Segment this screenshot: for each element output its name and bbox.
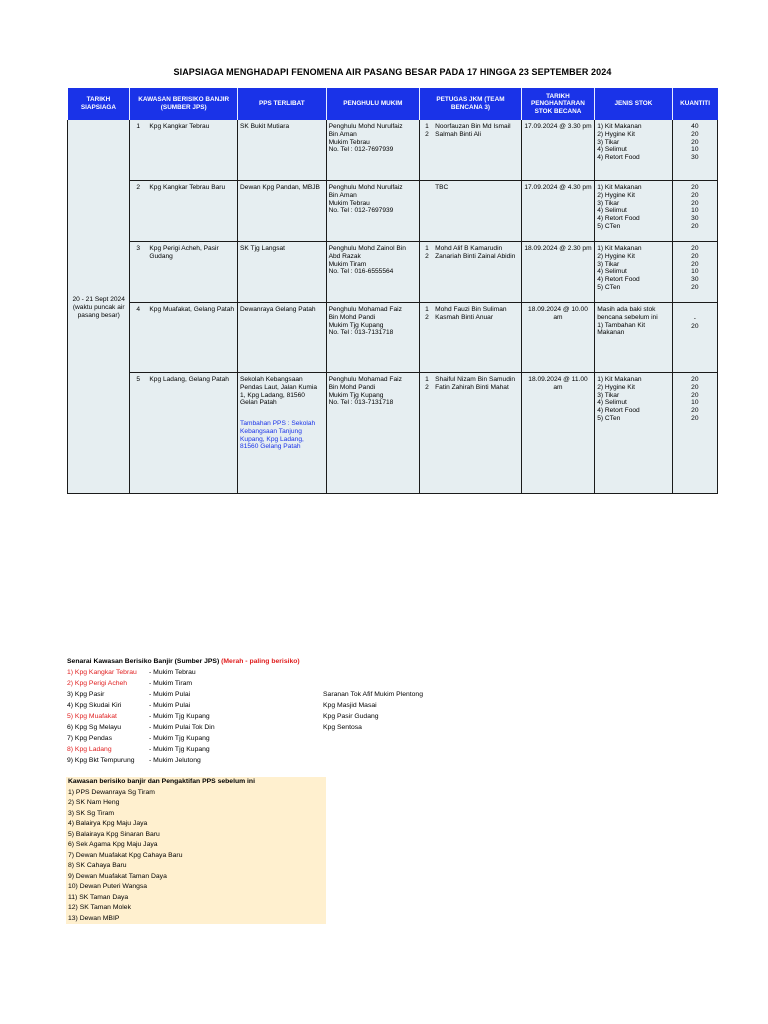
- risk-mukim: - Mukim Tjg Kupang: [149, 735, 210, 742]
- shelter-item: 3) SK Sg Tiram: [68, 809, 115, 817]
- kuantiti-value: 20: [691, 322, 699, 330]
- table-row: [68, 303, 718, 373]
- stok-item: 1) Kit Makanan: [597, 376, 642, 383]
- risk-item: [67, 722, 487, 733]
- risk-kampung: 9) Kpg Bkt Tempurung: [67, 757, 135, 764]
- stok-item: 4) Selimut: [597, 268, 627, 276]
- petugas-name: TBC: [435, 184, 449, 191]
- kuantiti-value: 10: [691, 399, 699, 407]
- stok-cell: [595, 303, 672, 373]
- petugas-entry: [422, 184, 519, 192]
- petugas-name: Kasmah Binti Anuar: [435, 313, 494, 321]
- petugas-cell: [420, 181, 522, 242]
- kawasan-name: Kpg Perigi Acheh, Pasir Gudang: [149, 245, 219, 260]
- kawasan-entry: [132, 306, 235, 314]
- kuantiti-value: 30: [691, 215, 699, 223]
- hantar-cell: 18.09.2024 @ 11.00 am: [521, 373, 594, 494]
- risk-item: [67, 744, 487, 755]
- petugas-name: Shaiful Nizam Bin Samudin: [435, 376, 516, 383]
- stok-item: 4) Retort Food: [597, 154, 640, 162]
- risk-kampung: 1) Kpg Kangkar Tebrau: [67, 669, 137, 676]
- petugas-number: [422, 184, 435, 192]
- kuantiti-value: 20: [691, 376, 699, 383]
- risk-item: [67, 678, 487, 689]
- petugas-entry: [422, 384, 519, 392]
- kuantiti-cell: [672, 373, 717, 494]
- petugas-number: 2: [425, 383, 429, 391]
- date-range: 20 - 21 Sept 2024: [72, 296, 125, 304]
- stok-item: 2) Hygine Kit: [597, 383, 635, 391]
- risk-item: [67, 711, 487, 722]
- shelter-item: 5) Balairaya Kpg Sinaran Baru: [68, 830, 160, 838]
- petugas-name: Mohd Fauzi Bin Suliman: [435, 306, 507, 313]
- stok-item: 4) Selimut: [597, 399, 627, 407]
- pps-name: SK Bukit Mutiara: [240, 123, 290, 130]
- penghulu-line: Bin Mohd Pandi: [328, 383, 376, 391]
- risk-side-note: Saranan Tok Afif Mukim Plentong: [323, 691, 423, 698]
- stok-cell: [595, 373, 672, 494]
- date-note: (waktu puncak air pasang besar): [72, 304, 125, 319]
- kuantiti-value: 10: [691, 268, 699, 276]
- shelter-list-title: Kawasan berisiko banjir dan Pengaktifan PPS sebelum ini: [68, 778, 255, 785]
- pps-extra: Tambahan PPS : Sekolah Kebangsaan Tanjung Kupang, Kpg Ladang, 81560 Gelang Patah: [240, 420, 316, 451]
- row-number: 3: [136, 245, 141, 252]
- risk-mukim: - Mukim Pulai Tok Din: [149, 724, 215, 731]
- risk-mukim: - Mukim Tjg Kupang: [149, 713, 210, 720]
- petugas-entry: [422, 253, 519, 261]
- petugas-name: Zanariah Binti Zainal Abidin: [435, 252, 516, 260]
- petugas-name: Noorfauzan Bin Md Ismail: [435, 123, 511, 130]
- risk-list-note: (Merah - paling berisiko): [221, 658, 300, 665]
- penghulu-line: Mukim Tjg Kupang: [328, 321, 384, 329]
- penghulu-line: Mukim Tebrau: [328, 138, 370, 146]
- kuantiti-value: 20: [691, 245, 699, 252]
- stok-item: 5) CTen: [597, 222, 621, 230]
- risk-mukim: - Mukim Pulai: [149, 702, 191, 709]
- petugas-entry: [422, 123, 519, 131]
- kawasan-entry: [132, 123, 235, 131]
- table-row: [68, 373, 718, 494]
- risk-item: [67, 733, 487, 744]
- risk-mukim: - Mukim Pulai: [149, 691, 191, 698]
- petugas-cell: [420, 303, 522, 373]
- penghulu-line: No. Tel : 013-7131718: [328, 329, 394, 337]
- kuantiti-value: 30: [691, 276, 699, 284]
- stok-item: 2) Hygine Kit: [597, 191, 635, 199]
- risk-kampung: 6) Kpg Sg Melayu: [67, 724, 122, 731]
- kuantiti-value: 10: [691, 146, 699, 154]
- stok-item: 5) CTen: [597, 283, 621, 291]
- hantar-cell: 18.09.2024 @ 10.00 am: [521, 303, 594, 373]
- stok-item: 1) Tambahan Kit Makanan: [597, 321, 646, 337]
- stok-item: 4) Retort Food: [597, 407, 640, 415]
- shelter-item: 12) SK Taman Molek: [68, 904, 131, 911]
- petugas-name: Salmah Binti Ali: [435, 130, 481, 138]
- pps-name: SK Tjg Langsat: [240, 245, 285, 252]
- risk-kampung: 8) Kpg Ladang: [67, 746, 112, 753]
- hantar-cell: 17.09.2024 @ 4.30 pm: [521, 181, 594, 242]
- kawasan-cell: [130, 242, 238, 303]
- shelter-item: 7) Dewan Muafakat Kpg Cahaya Baru: [68, 851, 183, 859]
- stok-item: 1) Kit Makanan: [597, 245, 642, 252]
- penghulu-line: Mukim Tebrau: [328, 199, 370, 207]
- penghulu-line: Penghulu Mohd Nurulfaiz: [328, 184, 403, 191]
- kuantiti-cell: [672, 181, 717, 242]
- penghulu-cell: [326, 181, 420, 242]
- risk-kampung: 7) Kpg Pendas: [67, 735, 112, 742]
- stok-cell: [595, 181, 672, 242]
- petugas-number: 2: [425, 130, 429, 138]
- kuantiti-value: 10: [691, 207, 699, 215]
- kuantiti-cell: [672, 242, 717, 303]
- hantar-cell: 18.09.2024 @ 2.30 pm: [521, 242, 594, 303]
- shelter-item: 10) Dewan Puteri Wangsa: [68, 883, 148, 890]
- stok-item: 3) Tikar: [597, 199, 620, 207]
- penghulu-line: Mukim Tjg Kupang: [328, 391, 384, 399]
- petugas-entry: [422, 306, 519, 314]
- kawasan-cell: [130, 303, 238, 373]
- kuantiti-value: 20: [691, 283, 699, 291]
- risk-side-note: Kpg Sentosa: [323, 724, 362, 731]
- kuantiti-value: 20: [691, 222, 699, 230]
- penghulu-line: No. Tel : 012-7697939: [328, 146, 394, 154]
- risk-list-title: Senarai Kawasan Berisiko Banjir (Sumber JPS) (Merah - paling berisiko): [67, 658, 300, 665]
- risk-mukim: - Mukim Tebrau: [149, 669, 196, 676]
- petugas-entry: [422, 376, 519, 384]
- penghulu-line: Mukim Tiram: [328, 260, 367, 268]
- stok-item: 1) Kit Makanan: [597, 184, 642, 191]
- kuantiti-value: 20: [691, 391, 699, 399]
- kawasan-name: Kpg Kangkar Tebrau: [149, 123, 210, 130]
- kawasan-cell: [130, 120, 238, 181]
- stok-item: 3) Tikar: [597, 138, 620, 146]
- petugas-cell: [420, 242, 522, 303]
- pps-cell: [238, 242, 327, 303]
- stok-item: 1) Kit Makanan: [597, 123, 642, 130]
- petugas-number: 2: [425, 252, 429, 260]
- risk-item: [67, 700, 487, 711]
- kawasan-name: Kpg Kangkar Tebrau Baru: [149, 184, 226, 191]
- row-number: 4: [136, 306, 141, 313]
- penghulu-line: Bin Aman: [328, 130, 357, 138]
- pps-cell: [238, 373, 327, 494]
- kuantiti-value: 20: [691, 184, 699, 191]
- shelter-item: 1) PPS Dewanraya Sg Tiram: [68, 788, 155, 796]
- page-title: SIAPSIAGA MENGHADAPI FENOMENA AIR PASANG BESAR PADA 17 HINGGA 23 SEPTEMBER 2024: [173, 67, 612, 77]
- petugas-number: 1: [425, 306, 429, 313]
- penghulu-line: Penghulu Mohamad Faiz: [328, 376, 402, 383]
- penghulu-cell: [326, 242, 420, 303]
- risk-mukim: - Mukim Jelutong: [149, 757, 201, 764]
- pps-name: Sekolah Kebangsaan Pendas Laut, Jalan Kumia 1, Kpg Ladang, 81560 Gelan Patah: [240, 376, 318, 407]
- kuantiti-value: 20: [691, 383, 699, 391]
- risk-item: [67, 689, 487, 700]
- penghulu-line: Penghulu Mohd Nurulfaiz: [328, 123, 403, 130]
- header-jenis: JENIS STOK: [595, 88, 672, 120]
- kuantiti-cell: [672, 303, 717, 373]
- pps-cell: [238, 120, 327, 181]
- table-header-row: [68, 88, 718, 120]
- kawasan-entry: [132, 376, 235, 384]
- kuantiti-value: 20: [691, 191, 699, 199]
- stok-cell: [595, 120, 672, 181]
- row-number: 5: [136, 376, 141, 383]
- kuantiti-value: 20: [691, 260, 699, 268]
- risk-item: [67, 755, 487, 766]
- petugas-entry: [422, 245, 519, 253]
- stok-item: 4) Retort Food: [597, 276, 640, 284]
- siapsiaga-table: [67, 88, 718, 494]
- shelter-item: 9) Dewan Muafakat Taman Daya: [68, 872, 167, 880]
- stok-item: 4) Retort Food: [597, 215, 640, 223]
- petugas-entry: [422, 131, 519, 139]
- kawasan-entry: [132, 245, 235, 261]
- stok-cell: [595, 242, 672, 303]
- header-petugas: PETUGAS JKM (TEAM BENCANA 3): [420, 88, 522, 120]
- kuantiti-cell: [672, 120, 717, 181]
- risk-mukim: - Mukim Tiram: [149, 680, 193, 687]
- table-row: [68, 242, 718, 303]
- petugas-number: 2: [425, 313, 429, 321]
- stok-item: 3) Tikar: [597, 260, 620, 268]
- risk-mukim: - Mukim Tjg Kupang: [149, 746, 210, 753]
- penghulu-cell: [326, 120, 420, 181]
- stok-item: 4) Selimut: [597, 207, 627, 215]
- petugas-number: 1: [425, 376, 429, 383]
- pps-cell: [238, 181, 327, 242]
- penghulu-line: Bin Aman: [328, 191, 357, 199]
- kuantiti-value: 20: [691, 130, 699, 138]
- pps-name: Dewan Kpg Pandan, MBJB: [240, 184, 320, 191]
- shelter-item: 4) Balairya Kpg Maju Jaya: [68, 820, 148, 827]
- penghulu-line: Bin Mohd Pandi: [328, 313, 376, 321]
- row-number: 1: [136, 123, 141, 130]
- penghulu-line: Penghulu Mohamad Faiz: [328, 306, 402, 313]
- shelter-item: 6) Sek Agama Kpg Maju Jaya: [68, 841, 158, 848]
- risk-kampung: 5) Kpg Muafakat: [67, 713, 117, 720]
- kawasan-cell: [130, 373, 238, 494]
- petugas-entry: [422, 314, 519, 322]
- pps-cell: [238, 303, 327, 373]
- shelter-item: 11) SK Taman Daya: [68, 893, 129, 901]
- penghulu-line: No. Tel : 012-7697939: [328, 207, 394, 215]
- row-number: 2: [136, 184, 141, 191]
- header-kawasan: KAWASAN BERISIKO BANJIR (SUMBER JPS): [130, 88, 238, 120]
- kuantiti-value: 40: [691, 123, 699, 130]
- penghulu-line: Abd Razak: [328, 252, 361, 260]
- kuantiti-value: -: [693, 315, 696, 322]
- risk-kampung: 2) Kpg Perigi Acheh: [67, 680, 128, 687]
- risk-list: [67, 656, 487, 766]
- penghulu-line: No. Tel : 016-6555564: [328, 268, 394, 276]
- shelter-item: 13) Dewan MBIP: [68, 914, 120, 922]
- kuantiti-value: 20: [691, 407, 699, 415]
- penghulu-cell: [326, 373, 420, 494]
- kuantiti-value: 20: [691, 252, 699, 260]
- header-kuantiti: KUANTITI: [672, 88, 717, 120]
- kuantiti-value: 20: [691, 138, 699, 146]
- penghulu-line: Penghulu Mohd Zainol Bin: [328, 245, 406, 252]
- stok-item: 2) Hygine Kit: [597, 130, 635, 138]
- petugas-cell: [420, 373, 522, 494]
- kawasan-name: Kpg Muafakat, Gelang Patah: [149, 306, 235, 313]
- risk-item: [67, 667, 487, 678]
- header-penghulu: PENGHULU MUKIM: [326, 88, 420, 120]
- pps-name: Dewanraya Gelang Patah: [240, 306, 316, 313]
- header-tarikh: TARIKH SIAPSIAGA: [68, 88, 130, 120]
- shelter-item: 2) SK Nam Heng: [68, 799, 120, 806]
- risk-side-note: Kpg Pasir Gudang: [323, 713, 379, 720]
- tarikh-cell: [68, 120, 130, 494]
- hantar-cell: 17.09.2024 @ 3.30 pm: [521, 120, 594, 181]
- table-row: [68, 120, 718, 181]
- petugas-number: 1: [425, 245, 429, 252]
- petugas-name: Mohd Alif B Kamarudin: [435, 245, 503, 252]
- petugas-number: 1: [425, 123, 429, 130]
- stok-item: 3) Tikar: [597, 391, 620, 399]
- kuantiti-value: 30: [691, 154, 699, 162]
- petugas-cell: [420, 120, 522, 181]
- stok-item: 4) Selimut: [597, 146, 627, 154]
- risk-kampung: 4) Kpg Skudai Kiri: [67, 702, 122, 709]
- kuantiti-value: 20: [691, 414, 699, 422]
- header-pps: PPS TERLIBAT: [238, 88, 327, 120]
- shelter-list: [66, 777, 326, 924]
- kawasan-name: Kpg Ladang, Gelang Patah: [149, 376, 229, 383]
- table-row: [68, 181, 718, 242]
- header-hantar: TARIKH PENGHANTARAN STOK BECANA: [521, 88, 594, 120]
- penghulu-line: No. Tel : 013-7131718: [328, 399, 394, 407]
- stok-item: Masih ada baki stok bencana sebelum ini: [597, 306, 658, 321]
- stok-item: 2) Hygine Kit: [597, 252, 635, 260]
- petugas-name: Fatin Zahirah Binti Mahat: [435, 383, 509, 391]
- kawasan-cell: [130, 181, 238, 242]
- penghulu-cell: [326, 303, 420, 373]
- kuantiti-value: 20: [691, 199, 699, 207]
- stok-item: 5) CTen: [597, 414, 621, 422]
- kawasan-entry: [132, 184, 235, 192]
- risk-kampung: 3) Kpg Pasir: [67, 691, 105, 698]
- shelter-item: 8) SK Cahaya Baru: [68, 862, 127, 869]
- risk-side-note: Kpg Masjid Masai: [323, 702, 377, 709]
